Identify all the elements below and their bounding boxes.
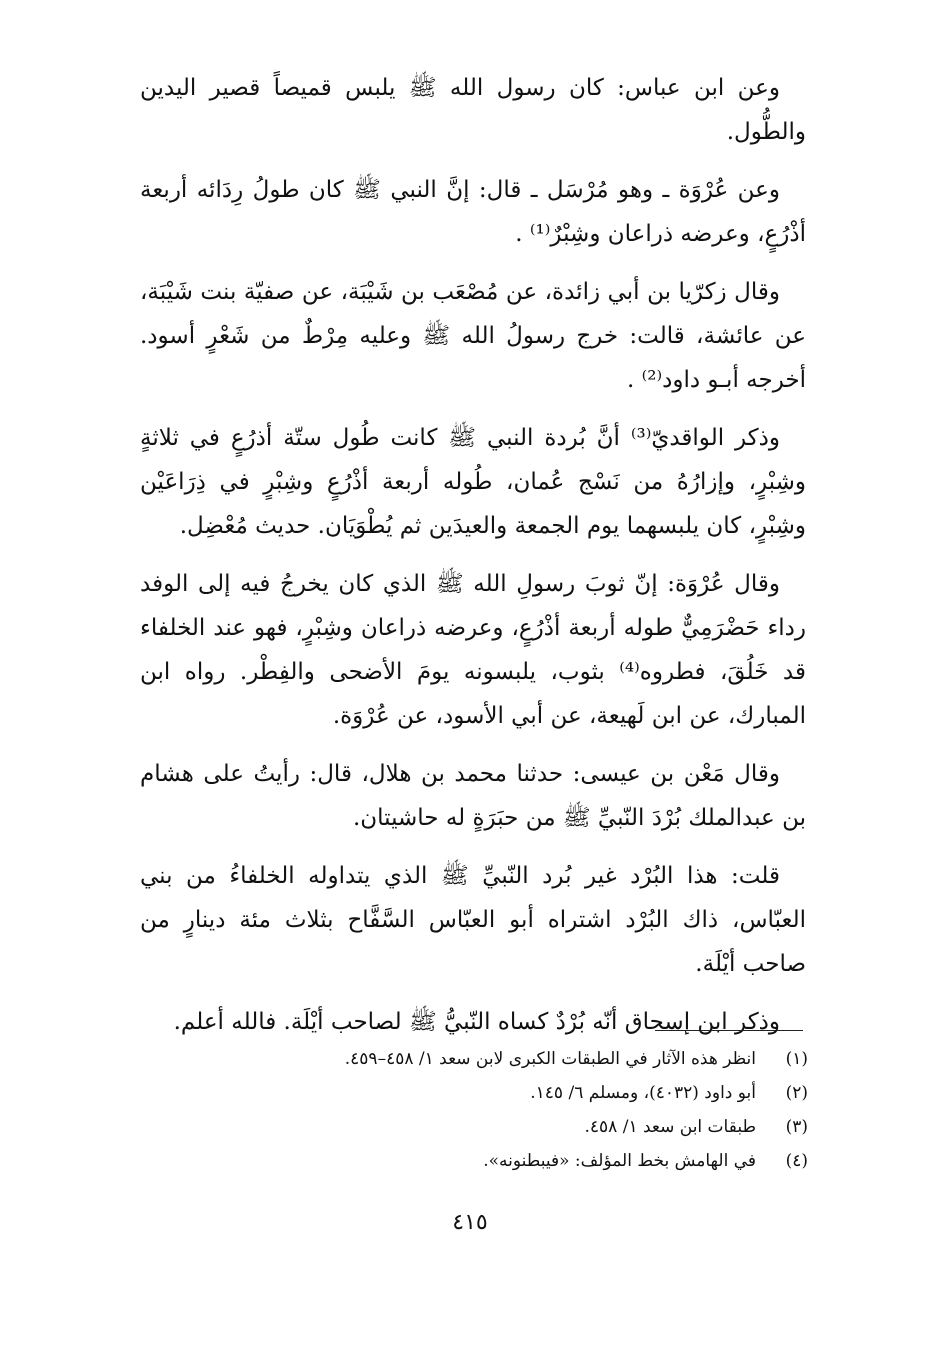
- footnote-number: (٤): [785, 1151, 808, 1171]
- paragraph-6: وقال مَعْن بن عيسى: حدثنا محمد بن هلال، قال: رأيتُ على هشام بن عبدالملك بُرْدَ النّبيِّ ﷺ من حبَرَةٍ له حاشيتان.: [140, 761, 806, 831]
- paragraph-4: وذكر الواقديّ⁽³⁾ أنَّ بُردة النبي ﷺ كانت طُول ستّة أذرُعٍ في ثلاثةٍ وشِبْرٍ، وإزارُهُ من نَسْج عُمان، طُوله أربعة أذْرُعٍ وشِبْرٍ في ذِرَاعَيْن وشِبْرٍ، كان يلبسهما يوم الجمعة والعيدَين ثم يُطْوَيَان. حديث مُعْضِل.: [140, 425, 806, 539]
- footnote-number: (٣): [785, 1117, 808, 1137]
- footnote-text: في الهامش بخط المؤلف: «فيبطنونه».: [483, 1151, 756, 1171]
- footnote-4: [140, 1144, 808, 1178]
- paragraph-2: وعن عُرْوَة ـ وهو مُرْسَل ـ قال: إنَّ النبي ﷺ كان طولُ رِدَائه أربعة أذْرُعٍ، وعرضه ذراعان وشِبْرٌ⁽¹⁾ .: [140, 177, 806, 247]
- page-number: ٤١٥: [452, 1210, 488, 1235]
- paragraph-8: وذكر ابن إسحاق أنّه بُرْدٌ كساه النّبيُّ ﷺ لصاحب أيْلَة. فالله أعلم.: [173, 1009, 780, 1035]
- footnote-3: [140, 1110, 808, 1144]
- footnote-divider: [655, 1030, 803, 1031]
- main-text: [140, 66, 806, 1058]
- paragraph-5: وقال عُرْوَة: إنّ ثوبَ رسولِ الله ﷺ الذي كان يخرجُ فيه إلى الوفد رداء حَضْرَمِيٌّ طوله أربعة أذْرُعٍ، وعرضه ذراعان وشِبْرٍ، فهو عند الخلفاء قد خَلُقَ، فطروه⁽⁴⁾ بثوب، يلبسونه يومَ الأضحى والفِطْر. رواه ابن المبارك، عن ابن لَهيعة، عن أبي الأسود، عن عُرْوَة.: [140, 571, 806, 729]
- paragraph-3: وقال زكرّيا بن أبي زائدة، عن مُصْعَب بن شَيْبَة، عن صفيّة بنت شَيْبَة، عن عائشة، قالت: خرج رسولُ الله ﷺ وعليه مِرْطٌ من شَعْرٍ أسود. أخرجه أبـو داود⁽²⁾ .: [140, 279, 806, 393]
- paragraph-7: قلت: هذا البُرْد غير بُرد النّبيِّ ﷺ الذي يتداوله الخلفاءُ من بني العبّاس، ذاك البُرْد اشتراه أبو العبّاس السَّفَّاح بثلاث مئة دينارٍ من صاحب أيْلَة.: [140, 863, 806, 977]
- footnote-number: (١): [785, 1049, 808, 1069]
- footnotes: [140, 1042, 808, 1178]
- footnote-1: [140, 1042, 808, 1076]
- footnote-number: (٢): [785, 1083, 808, 1103]
- footnote-text: طبقات ابن سعد ١/ ٤٥٨.: [584, 1117, 756, 1137]
- footnote-2: [140, 1076, 808, 1110]
- paragraph-1: وعن ابن عباس: كان رسول الله ﷺ يلبس قميصاً قصير اليدين والطُّول.: [140, 75, 806, 145]
- footnote-text: أبو داود (٤٠٣٢)، ومسلم ٦/ ١٤٥.: [530, 1083, 756, 1103]
- footnote-text: انظر هذه الآثار في الطبقات الكبرى لابن سعد ١/ ٤٥٨–٤٥٩.: [344, 1049, 756, 1069]
